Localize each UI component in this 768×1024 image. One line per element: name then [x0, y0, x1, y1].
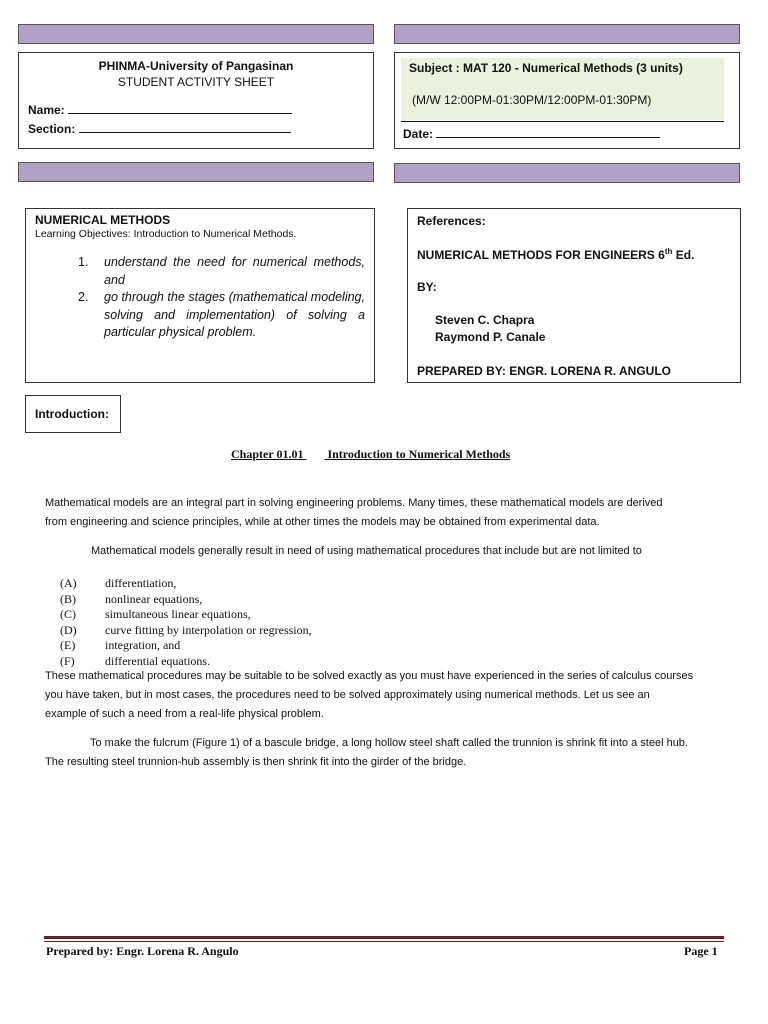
- subject-text: Subject : MAT 120 - Numerical Methods (3 units): [409, 61, 683, 75]
- section-bar-right: [394, 163, 740, 183]
- by-label: BY:: [417, 280, 437, 294]
- objective-item: 2. go through the stages (mathematical modeling, solving and implementation) of solving a particular physical problem.: [78, 290, 365, 339]
- list-item: (B) nonlinear equations,: [60, 591, 203, 606]
- sheet-title: STUDENT ACTIVITY SHEET: [117, 75, 275, 89]
- introduction-label: Introduction:: [25, 395, 121, 433]
- section-blank: [79, 120, 291, 133]
- objectives-box: [25, 208, 375, 383]
- list-item: (C) simultaneous linear equations,: [60, 607, 251, 621]
- chapter-number: Chapter 01.01: [231, 447, 304, 461]
- name-field: [28, 101, 373, 117]
- objective-item: 1. understand the need for numerical methods, and: [78, 255, 365, 287]
- list-item: (F) differential equations.: [60, 653, 211, 668]
- paragraph-4: To make the fulcrum (Figure 1) of a bascule bridge, a long hollow steel shaft called the trunnion is shrink fit into a steel hub. The resulting steel trunnion-hub assembly is then shrink fit into the girder of the bridge.: [45, 737, 688, 768]
- subject-box: [394, 52, 740, 149]
- chapter-heading: [231, 447, 510, 462]
- objectives-subheading: Learning Objectives: Introduction to Numerical Methods.: [35, 228, 297, 240]
- student-info-box: [18, 52, 374, 149]
- author-2: Raymond P. Canale: [435, 330, 546, 344]
- schedule-text: (M/W 12:00PM-01:30PM/12:00PM-01:30PM): [412, 93, 652, 107]
- objectives-heading: NUMERICAL METHODS: [35, 213, 171, 227]
- references-box: [407, 208, 741, 383]
- list-item: (D) curve fitting by interpolation or regression,: [60, 622, 312, 637]
- footer-rule-thick: [44, 936, 724, 939]
- paragraph-2: Mathematical models generally result in need of using mathematical procedures that include but are not limited to: [91, 545, 642, 557]
- name-blank: [68, 101, 292, 114]
- paragraph-3: These mathematical procedures may be suitable to be solved exactly as you must have experienced in the series of calculus courses you have taken, but in most cases, the procedures need to be solved approximately using numerical methods. Let us see an example of such a need from a real-life physical problem.: [45, 670, 694, 720]
- name-label: Name:: [28, 103, 65, 117]
- footer-rule-thin: [44, 941, 724, 942]
- section-field: [28, 120, 373, 136]
- date-label: Date:: [403, 127, 434, 141]
- objectives-list: [26, 254, 374, 342]
- institution-name: PHINMA-University of Pangasinan: [98, 59, 294, 73]
- reference-book-title: NUMERICAL METHODS FOR ENGINEERS 6th Ed.: [417, 247, 695, 262]
- date-field: [403, 125, 660, 141]
- prepared-by: PREPARED BY: ENGR. LORENA R. ANGULO: [417, 364, 672, 378]
- author-1: Steven C. Chapra: [435, 313, 535, 327]
- paragraph-1: Mathematical models are an integral part in solving engineering problems. Many times, these mathematical models are derived from engineering and science principles, while at other times the models may be obtained from experimental data.: [45, 497, 663, 528]
- section-label: Section:: [28, 122, 76, 136]
- subject-divider: [401, 121, 724, 122]
- procedures-list: [60, 576, 460, 669]
- list-item: (E) integration, and: [60, 638, 181, 652]
- header-bar-right: [394, 24, 740, 44]
- page-number: Page 1: [684, 944, 718, 958]
- footer-prepared-by: Prepared by: Engr. Lorena R. Angulo: [46, 944, 239, 958]
- list-item: (A) differentiation,: [60, 576, 177, 590]
- date-blank: [436, 125, 660, 138]
- chapter-title: Introduction to Numerical Methods: [327, 447, 511, 461]
- section-bar-left: [18, 162, 374, 182]
- header-bar-left: [18, 24, 374, 44]
- references-heading: References:: [417, 214, 486, 228]
